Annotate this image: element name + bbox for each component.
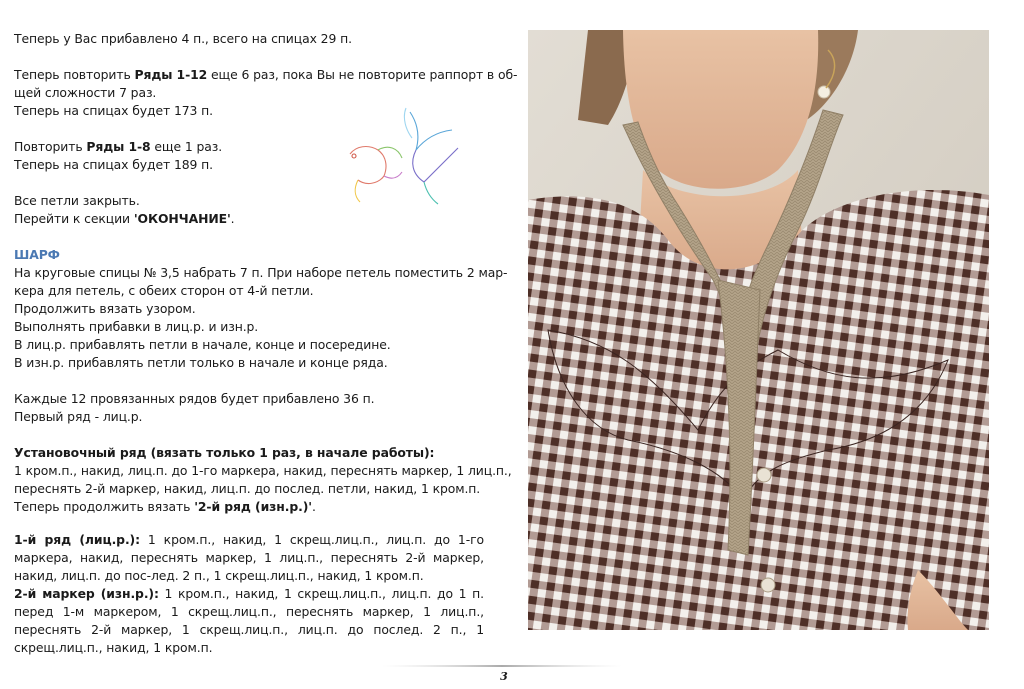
bold-run: Ряды 1-12 bbox=[134, 67, 208, 82]
scarf-line-6: В изн.р. прибавлять петли только в начале и конце ряда. bbox=[14, 355, 388, 370]
bold-run: 2-й маркер (изн.р.): bbox=[14, 586, 159, 601]
setup-row-line-1: 1 кром.п., накид, лиц.п. до 1-го маркера, накид, переснять маркер, 1 лиц.п., bbox=[14, 463, 512, 478]
paragraph-repeat-line-2: щей сложности 7 раз. bbox=[14, 85, 157, 100]
birds-illustration-icon bbox=[340, 104, 465, 209]
text-run: . bbox=[311, 499, 316, 514]
section-heading-scarf: ШАРФ bbox=[14, 247, 60, 262]
text-run: Повторить bbox=[14, 139, 87, 154]
bold-run: 'ОКОНЧАНИЕ' bbox=[133, 211, 231, 226]
text-run: Перейти к секции bbox=[14, 211, 134, 226]
text-run: Теперь продолжить вязать bbox=[14, 499, 195, 514]
row-2-instructions bbox=[14, 585, 484, 657]
setup-row-line-2: переснять 2-й маркер, накид, лиц.п. до послед. петли, накид, 1 кром.п. bbox=[14, 481, 481, 496]
text-run: Теперь повторить bbox=[14, 67, 135, 82]
scarf-first-row: Первый ряд - лиц.р. bbox=[14, 409, 143, 424]
text-run: . bbox=[230, 211, 235, 226]
paragraph-repeat-line-3: Теперь на спицах будет 173 п. bbox=[14, 103, 213, 118]
scarf-line-4: Выполнять прибавки в лиц.р. и изн.р. bbox=[14, 319, 259, 334]
scarf-increase-info: Каждые 12 провязанных рядов будет прибавлено 36 п. bbox=[14, 391, 375, 406]
paragraph-bind-off: Все петли закрыть. bbox=[14, 193, 140, 208]
row-1-instructions bbox=[14, 531, 484, 585]
model-photo bbox=[528, 30, 989, 630]
footer-divider bbox=[382, 664, 622, 668]
paragraph-repeat-line-1 bbox=[14, 66, 518, 84]
text-run: 1 кром.п., накид, 1 скрещ.лиц.п., лиц.п. до 1-го маркера, накид, переснять маркер, 1 лиц.п., переснять 2-й маркер, накид, лиц.п. до пос-лед. 2 п., 1 скрещ.лиц.п., накид, 1 кром.п. bbox=[14, 532, 484, 583]
text-run: 1 кром.п., накид, 1 скрещ.лиц.п., лиц.п. до 1 п. перед 1-м маркером, 1 скрещ.лиц.п., переснять маркер, 1 лиц.п., переснять 2-й маркер, 1 скрещ.лиц.п., лиц.п. до послед. 2 п., 1 скрещ.лиц.п., накид, 1 кром.п. bbox=[14, 586, 484, 655]
text-run: еще 6 раз, пока Вы не повторите раппорт в об- bbox=[207, 67, 518, 82]
scarf-line-1: На круговые спицы № 3,5 набрать 7 п. При наборе петель поместить 2 мар- bbox=[14, 265, 508, 280]
bold-run: 1-й ряд (лиц.р.): bbox=[14, 532, 140, 547]
paragraph-rows-line-2: Теперь на спицах будет 189 п. bbox=[14, 157, 213, 172]
scarf-line-5: В лиц.р. прибавлять петли в начале, конце и посередине. bbox=[14, 337, 391, 352]
bold-run: Ряды 1-8 bbox=[86, 139, 151, 154]
text-run: еще 1 раз. bbox=[150, 139, 223, 154]
paragraph-stitch-count: Теперь у Вас прибавлено 4 п., всего на спицах 29 п. bbox=[14, 31, 352, 46]
setup-row-line-3 bbox=[14, 498, 484, 516]
bold-run: '2-й ряд (изн.р.)' bbox=[194, 499, 312, 514]
scarf-line-2: кера для петель, с обеих сторон от 4-й петли. bbox=[14, 283, 314, 298]
scarf-line-3: Продолжить вязать узором. bbox=[14, 301, 196, 316]
setup-row-title: Установочный ряд (вязать только 1 раз, в начале работы): bbox=[14, 445, 435, 460]
paragraph-go-to-section bbox=[14, 210, 484, 228]
page-number: 3 bbox=[500, 670, 508, 683]
